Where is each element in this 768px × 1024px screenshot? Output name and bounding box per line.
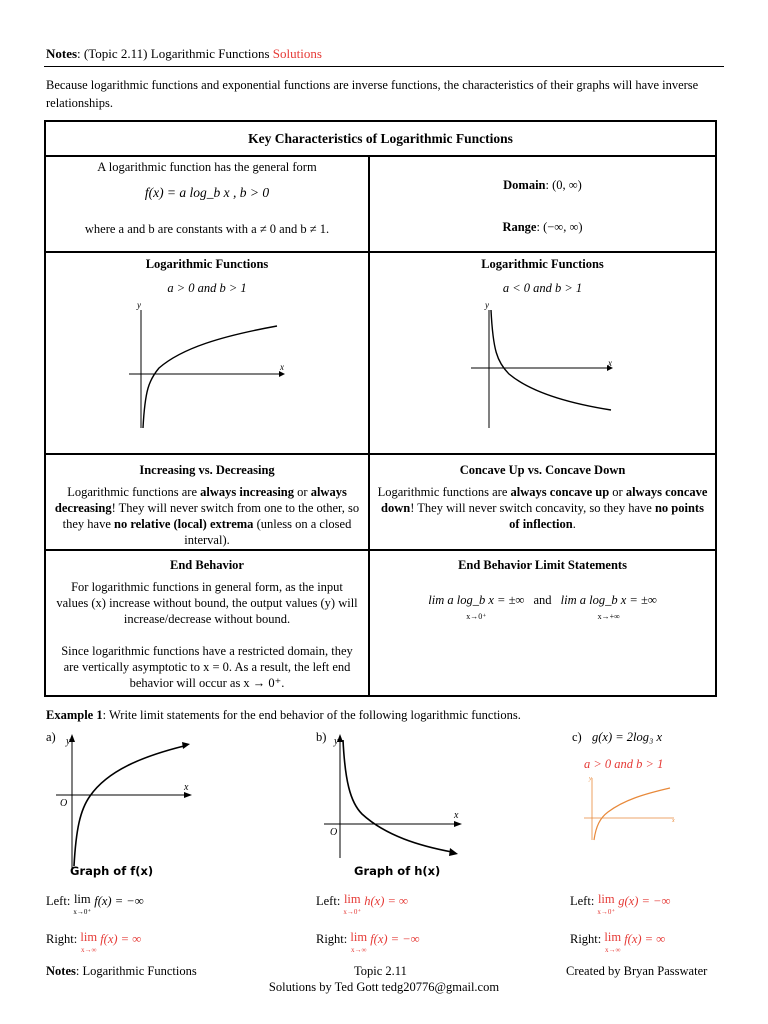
conc-title: Concave Up vs. Concave Down — [459, 463, 626, 477]
end-title: End Behavior — [170, 558, 244, 572]
header-topic: : (Topic 2.11) Logarithmic Functions — [77, 46, 273, 61]
right-graph-title: Logarithmic Functions — [481, 257, 604, 271]
conc-text — [370, 484, 715, 532]
inc-text — [46, 484, 368, 548]
example-a-x-label: x — [184, 782, 189, 793]
left-graph-condition: a > 0 and b > 1 — [167, 281, 247, 295]
decreasing-log-graph — [463, 300, 623, 432]
example-b-caption: Graph of h(x) — [354, 864, 441, 878]
lim-b-left-sub: x→0⁺ — [343, 908, 362, 916]
left-graph-x-label: x — [280, 362, 284, 372]
domain-value: : (0, ∞) — [545, 178, 582, 192]
graph-cell-decreasing — [369, 252, 716, 454]
inc-text-5: ! They will never switch from one to the other, so they have — [62, 501, 360, 531]
conc-always-down: always concave down — [381, 485, 708, 515]
inc-text-3: or — [294, 485, 311, 499]
example-c-left-value: g(x) = −∞ — [618, 894, 671, 908]
inc-always-increasing: always increasing — [200, 485, 295, 499]
footer-topic: Topic 2.11 — [354, 964, 407, 978]
example-c-right-value: f(x) = ∞ — [624, 932, 666, 946]
example-a-y-label: y — [66, 736, 71, 747]
left-graph-y-label: y — [137, 300, 141, 310]
example-text: : Write limit statements for the end behavior of the following logarithmic functions. — [102, 708, 521, 722]
example-b-y-label: y — [334, 736, 339, 747]
end-text-1: For logarithmic functions in general form, as the input values (x) increase without bound, the output values (y) will increase/decrease without bound. — [56, 580, 358, 626]
lim-a-left-sub: x→0⁺ — [73, 908, 92, 916]
domain-range-cell — [369, 156, 716, 252]
example-label: Example 1 — [46, 708, 103, 722]
right-graph-condition: a < 0 and b > 1 — [502, 281, 583, 295]
conc-always-up: always concave up — [510, 485, 610, 499]
conc-no-inflection: no points of inflection — [509, 501, 704, 531]
domain-label: Domain — [503, 178, 546, 192]
example-b-left-value: h(x) = ∞ — [364, 894, 408, 908]
example-a-caption: Graph of f(x) — [70, 864, 154, 878]
key-characteristics-table — [44, 120, 717, 697]
inc-always-decreasing: always decreasing — [54, 485, 347, 515]
limit-statements — [370, 593, 715, 623]
footer-created-by: Created by Bryan Passwater — [566, 964, 708, 978]
footer-solutions-credit: Solutions by Ted Gott tedg20776@gmail.com — [268, 980, 500, 994]
inc-text-7: (unless on a closed interval). — [184, 517, 352, 547]
inc-no-extrema: no relative (local) extrema — [114, 517, 254, 531]
footer-notes-label: Notes — [46, 964, 76, 978]
lim-b-right-sub: x→∞ — [350, 946, 367, 954]
limit-title: End Behavior Limit Statements — [458, 558, 627, 572]
right-label-c: Right: — [570, 932, 602, 946]
limit-2-sub: x→+∞ — [597, 612, 620, 621]
limit-1-sub: x→0⁺ — [466, 612, 487, 621]
increasing-decreasing-cell — [45, 454, 369, 550]
right-graph-y-label: y — [484, 300, 489, 310]
left-label-a: Left: — [46, 894, 71, 908]
page-header — [46, 46, 322, 62]
example-b-right-value: f(x) = −∞ — [370, 932, 420, 946]
example-a-right-value: f(x) = ∞ — [100, 932, 142, 946]
range-value: : (−∞, ∞) — [536, 220, 583, 234]
conc-text-7: . — [572, 517, 576, 531]
lim-c-right-sub: x→∞ — [604, 946, 621, 954]
example-c-left — [570, 894, 670, 918]
right-label-a: Right: — [46, 932, 78, 946]
inc-text-1: Logarithmic functions are — [67, 485, 201, 499]
right-graph-x-label: x — [607, 358, 612, 368]
lim-a-right-sub: x→∞ — [80, 946, 97, 954]
limit-2: lim a log_b x = ±∞ — [560, 593, 657, 607]
footer-notes — [46, 964, 197, 979]
example-b-x-label: x — [454, 810, 459, 821]
lim-c-left: lim — [597, 892, 615, 906]
example-b-label: b) — [316, 730, 327, 744]
example-b-left — [316, 894, 408, 918]
table-title: Key Characteristics of Logarithmic Functions — [45, 121, 716, 156]
footer-notes-text: : Logarithmic Functions — [75, 964, 197, 978]
lim-c-right: lim — [604, 930, 622, 944]
left-label-c: Left: — [570, 894, 595, 908]
example-c-graph — [584, 774, 680, 842]
lim-a-left: lim — [73, 892, 91, 906]
example-a-graph — [56, 730, 196, 870]
conc-text-1: Logarithmic functions are — [377, 485, 511, 499]
right-label-b: Right: — [316, 932, 348, 946]
example-c-label: c) — [572, 730, 582, 744]
example-b-right — [316, 932, 420, 956]
general-form-intro: A logarithmic function has the general form — [97, 160, 317, 174]
limit-and: and — [533, 593, 552, 607]
lim-b-right: lim — [350, 930, 368, 944]
general-form-constants: where a and b are constants with a ≠ 0 and b ≠ 1. — [84, 222, 330, 236]
header-rule — [44, 66, 724, 67]
lim-b-left: lim — [343, 892, 361, 906]
inc-title: Increasing vs. Decreasing — [139, 463, 275, 477]
concavity-cell — [369, 454, 716, 550]
example-a-left-value: f(x) = −∞ — [94, 894, 144, 908]
example-c-right — [570, 932, 665, 956]
intro-paragraph: Because logarithmic functions and exponential functions are inverse functions, the characteristics of their graphs will have inverse relationships. — [46, 78, 699, 110]
header-notes-label: Notes — [46, 46, 78, 61]
conc-text-5: ! They will never switch concavity, so they have — [410, 501, 655, 515]
example-a-right — [46, 932, 141, 956]
example-b-origin: O — [330, 827, 338, 838]
left-graph-title: Logarithmic Functions — [145, 257, 269, 271]
example-b-graph — [324, 730, 464, 860]
lim-a-right: lim — [80, 930, 98, 944]
conc-text-3: or — [609, 485, 626, 499]
example-a-label: a) — [46, 730, 56, 744]
end-text-2: Since logarithmic functions have a restricted domain, they are vertically asymptotic to x = 0. As a result, the left end behavior will occur as x → 0⁺. — [61, 644, 353, 690]
range-label: Range — [502, 220, 537, 234]
lim-c-left-sub: x→0⁺ — [597, 908, 616, 916]
general-form-formula: f(x) = a log_b x , b > 0 — [144, 185, 270, 200]
left-label-b: Left: — [316, 894, 341, 908]
example-c-condition: a > 0 and b > 1 — [584, 757, 664, 771]
example-c-y-label: y — [589, 776, 592, 782]
example-c-function: g(x) = 2log₃ x — [592, 730, 663, 744]
limit-statements-cell — [369, 550, 716, 696]
example-1-prompt — [46, 708, 521, 723]
limit-1: lim a log_b x = ±∞ — [428, 593, 525, 607]
example-c-x-label: x — [672, 818, 675, 824]
end-behavior-cell — [45, 550, 369, 696]
graph-cell-increasing — [45, 252, 369, 454]
header-solutions: Solutions — [272, 46, 322, 61]
example-a-left — [46, 894, 144, 918]
general-form-cell — [45, 156, 369, 252]
example-a-origin: O — [60, 798, 68, 809]
increasing-log-graph — [127, 300, 287, 432]
